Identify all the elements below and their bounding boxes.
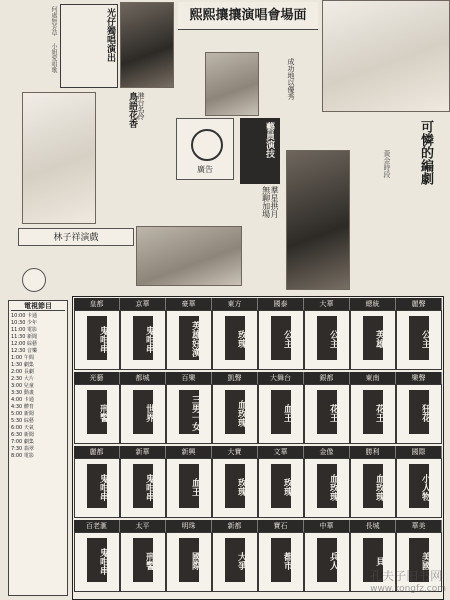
film-title: 世界 bbox=[133, 390, 153, 434]
cinema-name: 勝利 bbox=[350, 446, 396, 458]
tv-schedule-item: 2:30 大片 bbox=[11, 376, 34, 382]
tv-schedule-item: 11:00 電影 bbox=[11, 327, 37, 333]
ad-title: 廣告 bbox=[197, 165, 213, 174]
film-title: 血玫瑰 bbox=[225, 390, 245, 434]
cinema-name: 大寶 bbox=[212, 446, 258, 458]
cinema-name: 都城 bbox=[120, 372, 166, 384]
film-title: 公主 bbox=[271, 316, 291, 360]
film-title: 三男一女 bbox=[179, 390, 199, 434]
cinema-name: 大舞台 bbox=[258, 372, 304, 384]
caption-strip bbox=[18, 228, 134, 246]
tv-schedule-title: 電視節目 bbox=[11, 303, 65, 311]
film-title: 刑警 bbox=[133, 538, 153, 582]
left-column-line-1: 何處無芳草 bbox=[50, 6, 57, 36]
tv-schedule-item: 3:30 動畫 bbox=[11, 390, 34, 396]
film-title: 都市 bbox=[271, 538, 291, 582]
cinema-name: 銀都 bbox=[304, 372, 350, 384]
group-photo bbox=[136, 226, 242, 286]
tv-schedule-item: 4:00 卡通 bbox=[11, 397, 34, 403]
right-feature-line-text: 黃金時段 bbox=[383, 150, 391, 178]
tv-schedule-item: 11:30 新聞 bbox=[11, 334, 37, 340]
tv-schedule-items bbox=[11, 313, 65, 460]
cinema-name: 金像 bbox=[304, 446, 350, 458]
duo-photo bbox=[205, 52, 259, 116]
sticker-badge bbox=[22, 268, 46, 292]
left-column-header: 光仔獨唱演出 bbox=[105, 8, 115, 62]
cinema-name: 麗都 bbox=[74, 446, 120, 458]
gossip-lines bbox=[112, 92, 144, 152]
tv-schedule-item: 6:30 新聞 bbox=[11, 432, 34, 438]
middle-feature-lines bbox=[200, 186, 278, 226]
film-title: 花王 bbox=[317, 390, 337, 434]
cinema-name: 國際 bbox=[396, 446, 442, 458]
cinema-name: 東方 bbox=[212, 298, 258, 310]
tv-schedule-item: 10:00 卡通 bbox=[11, 313, 37, 319]
ad-logo-icon bbox=[191, 129, 223, 161]
film-title: 英雄 bbox=[363, 316, 383, 360]
top-left-column bbox=[60, 4, 118, 88]
tv-schedule-item: 7:00 劇集 bbox=[11, 439, 34, 445]
cinema-name: 樂聲 bbox=[396, 372, 442, 384]
cinema-name: 百老滙 bbox=[74, 520, 120, 532]
film-title: 貝 bbox=[363, 538, 383, 582]
tv-schedule-item: 5:30 綜藝 bbox=[11, 418, 34, 424]
tv-schedule-item: 12:00 綜藝 bbox=[11, 341, 37, 347]
cinema-name: 長城 bbox=[350, 520, 396, 532]
tv-schedule-column bbox=[8, 300, 68, 596]
cinema-name: 中華 bbox=[304, 520, 350, 532]
tv-schedule-item: 1:30 劇集 bbox=[11, 362, 34, 368]
caption-text: 林子祥演戲 bbox=[53, 233, 99, 243]
film-title: 玫瑰 bbox=[225, 464, 245, 508]
middle-feature-line-1: 羣星拱月 bbox=[270, 186, 279, 218]
film-title: 血王 bbox=[271, 390, 291, 434]
right-feature-title bbox=[392, 120, 432, 240]
film-title: 公主 bbox=[409, 316, 429, 360]
tv-schedule-item: 5:00 新聞 bbox=[11, 411, 34, 417]
cinema-name: 文華 bbox=[258, 446, 304, 458]
banner-headline: 熙熙攘攘演唱會場面 bbox=[189, 8, 307, 23]
film-title: 公主 bbox=[317, 316, 337, 360]
cinema-name: 新興 bbox=[166, 446, 212, 458]
film-title: 花王 bbox=[363, 390, 383, 434]
film-title: 國際 bbox=[179, 538, 199, 582]
watermark-text: 孔夫子旧书网 bbox=[370, 569, 443, 583]
cinema-name: 皇都 bbox=[74, 298, 120, 310]
watermark bbox=[370, 567, 446, 594]
tv-schedule-item: 8:00 電影 bbox=[11, 453, 34, 459]
film-title: 鬼咁串 bbox=[133, 464, 153, 508]
gown-photo bbox=[22, 92, 96, 224]
tv-schedule-item: 1:00 午間 bbox=[11, 355, 34, 361]
film-title: 鬼咁串 bbox=[87, 464, 107, 508]
cinema-name: 京華 bbox=[120, 298, 166, 310]
crowd-photo bbox=[322, 0, 450, 112]
film-title: 小人物 bbox=[409, 464, 429, 508]
cinema-name: 光藝 bbox=[74, 372, 120, 384]
cinema-name: 明珠 bbox=[166, 520, 212, 532]
cinema-name: 麗聲 bbox=[396, 298, 442, 310]
cinema-name: 寶石 bbox=[258, 520, 304, 532]
gossip-line-1: 港台名伶 bbox=[137, 92, 145, 120]
cinema-name: 國泰 bbox=[258, 298, 304, 310]
ad-panel bbox=[176, 118, 234, 180]
cinema-name: 華美 bbox=[396, 520, 442, 532]
tv-schedule-item: 3:00 兒童 bbox=[11, 383, 34, 389]
middle-feature-title bbox=[240, 118, 280, 184]
film-title: 英雄好漢 bbox=[179, 316, 199, 360]
cinema-name: 豪華 bbox=[166, 298, 212, 310]
right-feature-line bbox=[368, 150, 390, 210]
singer-photo bbox=[120, 2, 174, 88]
film-title: 鬼咁串 bbox=[87, 538, 107, 582]
cinema-name: 百樂 bbox=[166, 372, 212, 384]
tv-schedule-item: 7:30 翡翠 bbox=[11, 446, 34, 452]
black-dress-photo bbox=[286, 150, 350, 290]
cinema-name: 總統 bbox=[350, 298, 396, 310]
top-left-edge-text bbox=[6, 6, 56, 86]
watermark-url: www.kongfz.com bbox=[370, 584, 446, 594]
film-title: 大爭 bbox=[225, 538, 245, 582]
right-feature-title-text: 可憐的編劇 bbox=[418, 120, 433, 185]
tv-schedule-item: 2:00 長劇 bbox=[11, 369, 34, 375]
film-title: 美國 bbox=[409, 538, 429, 582]
left-column-line-2: 小姐愛唱歌 bbox=[50, 43, 57, 73]
banner-sub-text: 成功地以優秀 bbox=[287, 58, 295, 100]
banner-sub bbox=[262, 58, 294, 116]
film-title: 玫瑰 bbox=[225, 316, 245, 360]
tv-schedule-item: 6:00 天氣 bbox=[11, 425, 34, 431]
tv-schedule-item: 10:30 少年 bbox=[11, 320, 37, 326]
middle-feature-title-text: 藝員演技 bbox=[264, 122, 274, 158]
film-title: 血玫瑰 bbox=[317, 464, 337, 508]
tv-schedule-item: 4:30 體育 bbox=[11, 404, 34, 410]
film-title: 兵人 bbox=[317, 538, 337, 582]
film-title: 鬼咁串 bbox=[133, 316, 153, 360]
gossip-title-text: 鳥語花香 bbox=[127, 92, 137, 128]
film-title: 玫瑰 bbox=[271, 464, 291, 508]
film-title: 刑警 bbox=[87, 390, 107, 434]
film-title: 血玫瑰 bbox=[363, 464, 383, 508]
cinema-name: 新華 bbox=[120, 446, 166, 458]
cinema-name: 太平 bbox=[120, 520, 166, 532]
cinema-name: 大華 bbox=[304, 298, 350, 310]
film-title: 狂花 bbox=[409, 390, 429, 434]
cinema-name: 新都 bbox=[212, 520, 258, 532]
film-title: 鬼咁串 bbox=[87, 316, 107, 360]
film-title: 血王 bbox=[179, 464, 199, 508]
cinema-name: 凱聲 bbox=[212, 372, 258, 384]
cinema-name: 東南 bbox=[350, 372, 396, 384]
tv-schedule-item: 12:30 音樂 bbox=[11, 348, 37, 354]
top-banner bbox=[178, 2, 318, 30]
middle-feature-line-2: 無聊加場 bbox=[261, 186, 271, 218]
